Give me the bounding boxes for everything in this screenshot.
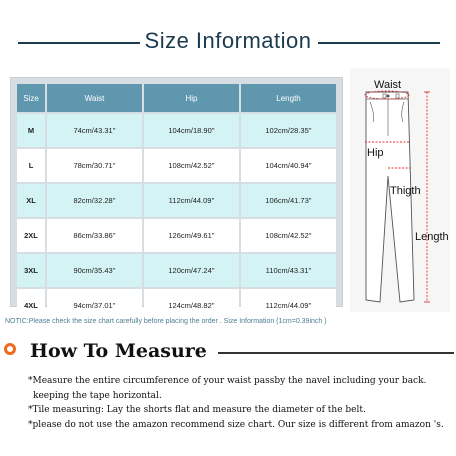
instruction-line: keeping the tape horizontal. [33,390,162,401]
cell-size: XL [17,184,45,217]
size-table [15,82,338,324]
cell-waist: 74cm/43.31'' [47,114,142,147]
how-to-measure-title: How To Measure [30,340,207,362]
col-header-size: Size [17,84,45,112]
waist-label: Waist [374,79,402,91]
table-row [17,114,336,147]
cell-hip: 124cm/48.82'' [144,289,239,322]
instruction-line: *Measure the entire circumference of your waist passby the navel including your back. [28,376,427,386]
table-row [17,149,336,182]
cell-length: 102cm/28.35'' [241,114,336,147]
table-row [17,184,336,217]
table-header-row [17,84,336,112]
cell-hip: 108cm/42.52'' [144,149,239,182]
cell-length: 112cm/44.09'' [241,289,336,322]
bullet-ring-icon [4,343,16,355]
cell-length: 104cm/40.94'' [241,149,336,182]
cell-waist: 78cm/30.71'' [47,149,142,182]
cell-length: 110cm/43.31'' [241,254,336,287]
col-header-hip: Hip [144,84,239,112]
measure-instructions [28,374,453,432]
cell-hip: 104cm/18.90'' [144,114,239,147]
thigh-label: Thigth [390,185,421,197]
cell-waist: 86cm/33.86'' [47,219,142,252]
col-header-waist: Waist [47,84,142,112]
size-table-panel [10,77,343,310]
cell-size: 2XL [17,219,45,252]
cell-length: 106cm/41.73'' [241,184,336,217]
hip-label: Hip [367,147,384,159]
table-row [17,254,336,287]
cell-waist: 94cm/37.01'' [47,289,142,322]
pants-measurement-diagram [350,68,450,312]
cell-size: 4XL [17,289,45,322]
cell-hip: 112cm/44.09'' [144,184,239,217]
cell-hip: 120cm/47.24'' [144,254,239,287]
length-label: Length [415,231,449,243]
cell-waist: 90cm/35.43'' [47,254,142,287]
cell-length: 108cm/42.52'' [241,219,336,252]
measure-title-rule [218,352,454,354]
instruction-line: *Tile measuring: Lay the shorts flat and measure the diameter of the belt. [28,405,366,415]
cell-size: L [17,149,45,182]
page-title: Size Information [144,28,312,53]
cell-waist: 82cm/32.28'' [47,184,142,217]
button-icon [387,95,390,98]
size-notice: NOTIC:Please check the size chart carefully before placing the order . Size Information (1cm=0.39inch ) [5,318,327,325]
instruction-line: *please do not use the amazon recommend size chart. Our size is different from amazon 's. [28,419,444,430]
cell-size: 3XL [17,254,45,287]
cell-hip: 126cm/49.61'' [144,219,239,252]
col-header-length: Length [241,84,336,112]
title-rule-right [318,42,440,44]
table-row [17,219,336,252]
cell-size: M [17,114,45,147]
